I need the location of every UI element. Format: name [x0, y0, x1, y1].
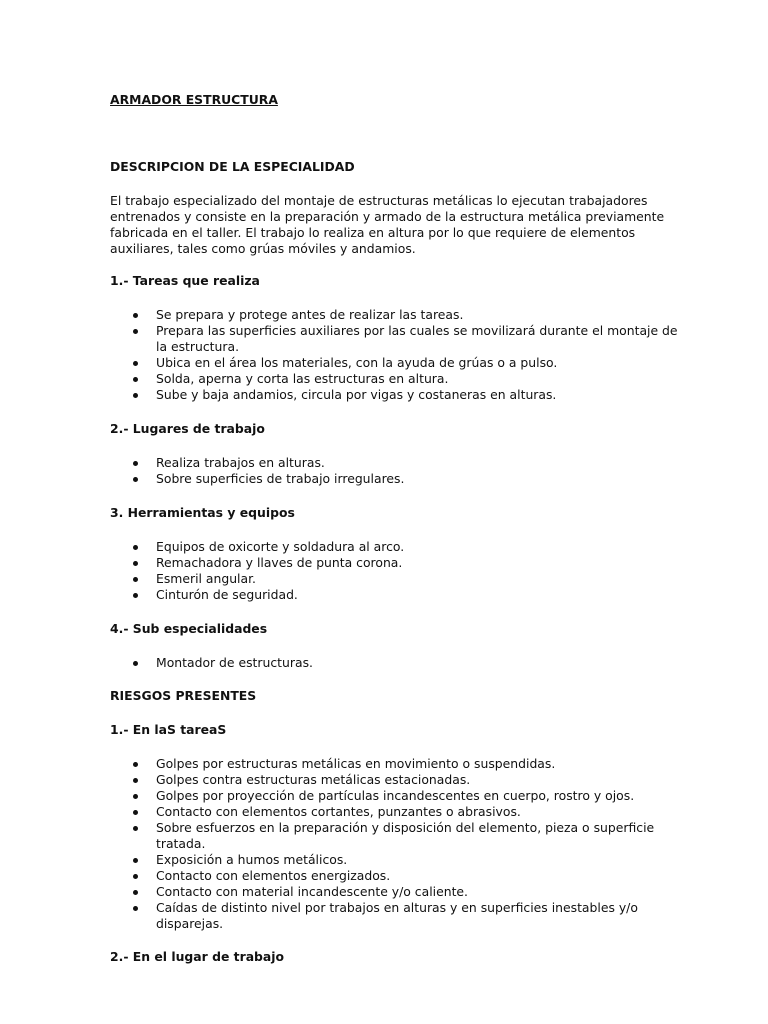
list-item-text: Equipos de oxicorte y soldadura al arco. — [156, 539, 405, 554]
list-item — [110, 539, 685, 555]
list-item-text: Realiza trabajos en alturas. — [156, 455, 325, 470]
herramientas-heading: 3. Herramientas y equipos — [110, 505, 295, 520]
list-item — [110, 655, 685, 671]
list-item — [110, 804, 685, 820]
list-item-text: Contacto con material incandescente y/o caliente. — [156, 884, 468, 899]
bullet-icon — [133, 906, 138, 911]
description-paragraph: El trabajo especializado del montaje de estructuras metálicas lo ejecutan trabajadores entrenados y consiste en la preparación y armado de la estructura metálica previamente fabricada en el taller. El trabajo lo realiza en altura por lo que requiere de elementos auxiliares, tales como grúas móviles y andamios. — [110, 193, 665, 256]
herramientas-list — [110, 539, 685, 603]
list-item-text: Caídas de distinto nivel por trabajos en alturas y en superficies inestables y/o disparejas. — [156, 900, 638, 931]
lugares-heading: 2.- Lugares de trabajo — [110, 421, 265, 436]
bullet-icon — [133, 874, 138, 879]
bullet-icon — [133, 313, 138, 318]
bullet-icon — [133, 545, 138, 550]
list-item-text: Cinturón de seguridad. — [156, 587, 298, 602]
bullet-icon — [133, 826, 138, 831]
list-item-text: Golpes por proyección de partículas incandescentes en cuerpo, rostro y ojos. — [156, 788, 635, 803]
list-item — [110, 371, 685, 387]
bullet-icon — [133, 461, 138, 466]
bullet-icon — [133, 561, 138, 566]
bullet-icon — [133, 329, 138, 334]
list-item-text: Golpes contra estructuras metálicas estacionadas. — [156, 772, 471, 787]
list-item — [110, 323, 685, 355]
bullet-icon — [133, 393, 138, 398]
list-item — [110, 471, 685, 487]
bullet-icon — [133, 794, 138, 799]
bullet-icon — [133, 890, 138, 895]
list-item — [110, 587, 685, 603]
riesgos-heading: RIESGOS PRESENTES — [110, 688, 257, 703]
list-item — [110, 900, 685, 932]
document-title: ARMADOR ESTRUCTURA — [110, 92, 278, 107]
bullet-icon — [133, 858, 138, 863]
list-item — [110, 571, 685, 587]
list-item — [110, 756, 685, 772]
description-heading: DESCRIPCION DE LA ESPECIALIDAD — [110, 159, 355, 174]
list-item-text: Esmeril angular. — [156, 571, 256, 586]
list-item-text: Sobre esfuerzos en la preparación y disposición del elemento, pieza o superficie tratada. — [156, 820, 655, 851]
list-item — [110, 884, 685, 900]
list-item — [110, 788, 685, 804]
bullet-icon — [133, 762, 138, 767]
list-item-text: Contacto con elementos cortantes, punzantes o abrasivos. — [156, 804, 521, 819]
list-item — [110, 355, 685, 371]
list-item-text: Contacto con elementos energizados. — [156, 868, 391, 883]
list-item-text: Ubica en el área los materiales, con la ayuda de grúas o a pulso. — [156, 355, 558, 370]
list-item — [110, 307, 685, 323]
list-item-text: Exposición a humos metálicos. — [156, 852, 348, 867]
list-item — [110, 852, 685, 868]
list-item-text: Prepara las superficies auxiliares por las cuales se movilizará durante el montaje de la estructura. — [156, 323, 678, 354]
bullet-icon — [133, 477, 138, 482]
list-item-text: Se prepara y protege antes de realizar las tareas. — [156, 307, 464, 322]
list-item-text: Sube y baja andamios, circula por vigas y costaneras en alturas. — [156, 387, 557, 402]
list-item-text: Sobre superficies de trabajo irregulares. — [156, 471, 405, 486]
list-item — [110, 820, 685, 852]
bullet-icon — [133, 810, 138, 815]
list-item — [110, 555, 685, 571]
lugares-list — [110, 455, 685, 487]
sub-heading: 4.- Sub especialidades — [110, 621, 268, 636]
bullet-icon — [133, 361, 138, 366]
list-item — [110, 387, 685, 403]
list-item-text: Solda, aperna y corta las estructuras en altura. — [156, 371, 449, 386]
bullet-icon — [133, 593, 138, 598]
list-item — [110, 868, 685, 884]
riesgos-lugar-heading: 2.- En el lugar de trabajo — [110, 949, 285, 964]
list-item — [110, 455, 685, 471]
bullet-icon — [133, 778, 138, 783]
riesgos-tareas-heading: 1.- En laS tareaS — [110, 722, 227, 737]
sub-list — [110, 655, 685, 671]
bullet-icon — [133, 577, 138, 582]
list-item — [110, 772, 685, 788]
list-item-text: Golpes por estructuras metálicas en movimiento o suspendidas. — [156, 756, 556, 771]
list-item-text: Remachadora y llaves de punta corona. — [156, 555, 403, 570]
riesgos-tareas-list — [110, 756, 685, 932]
tareas-list — [110, 307, 685, 403]
bullet-icon — [133, 377, 138, 382]
bullet-icon — [133, 661, 138, 666]
tareas-heading: 1.- Tareas que realiza — [110, 273, 260, 288]
list-item-text: Montador de estructuras. — [156, 655, 313, 670]
